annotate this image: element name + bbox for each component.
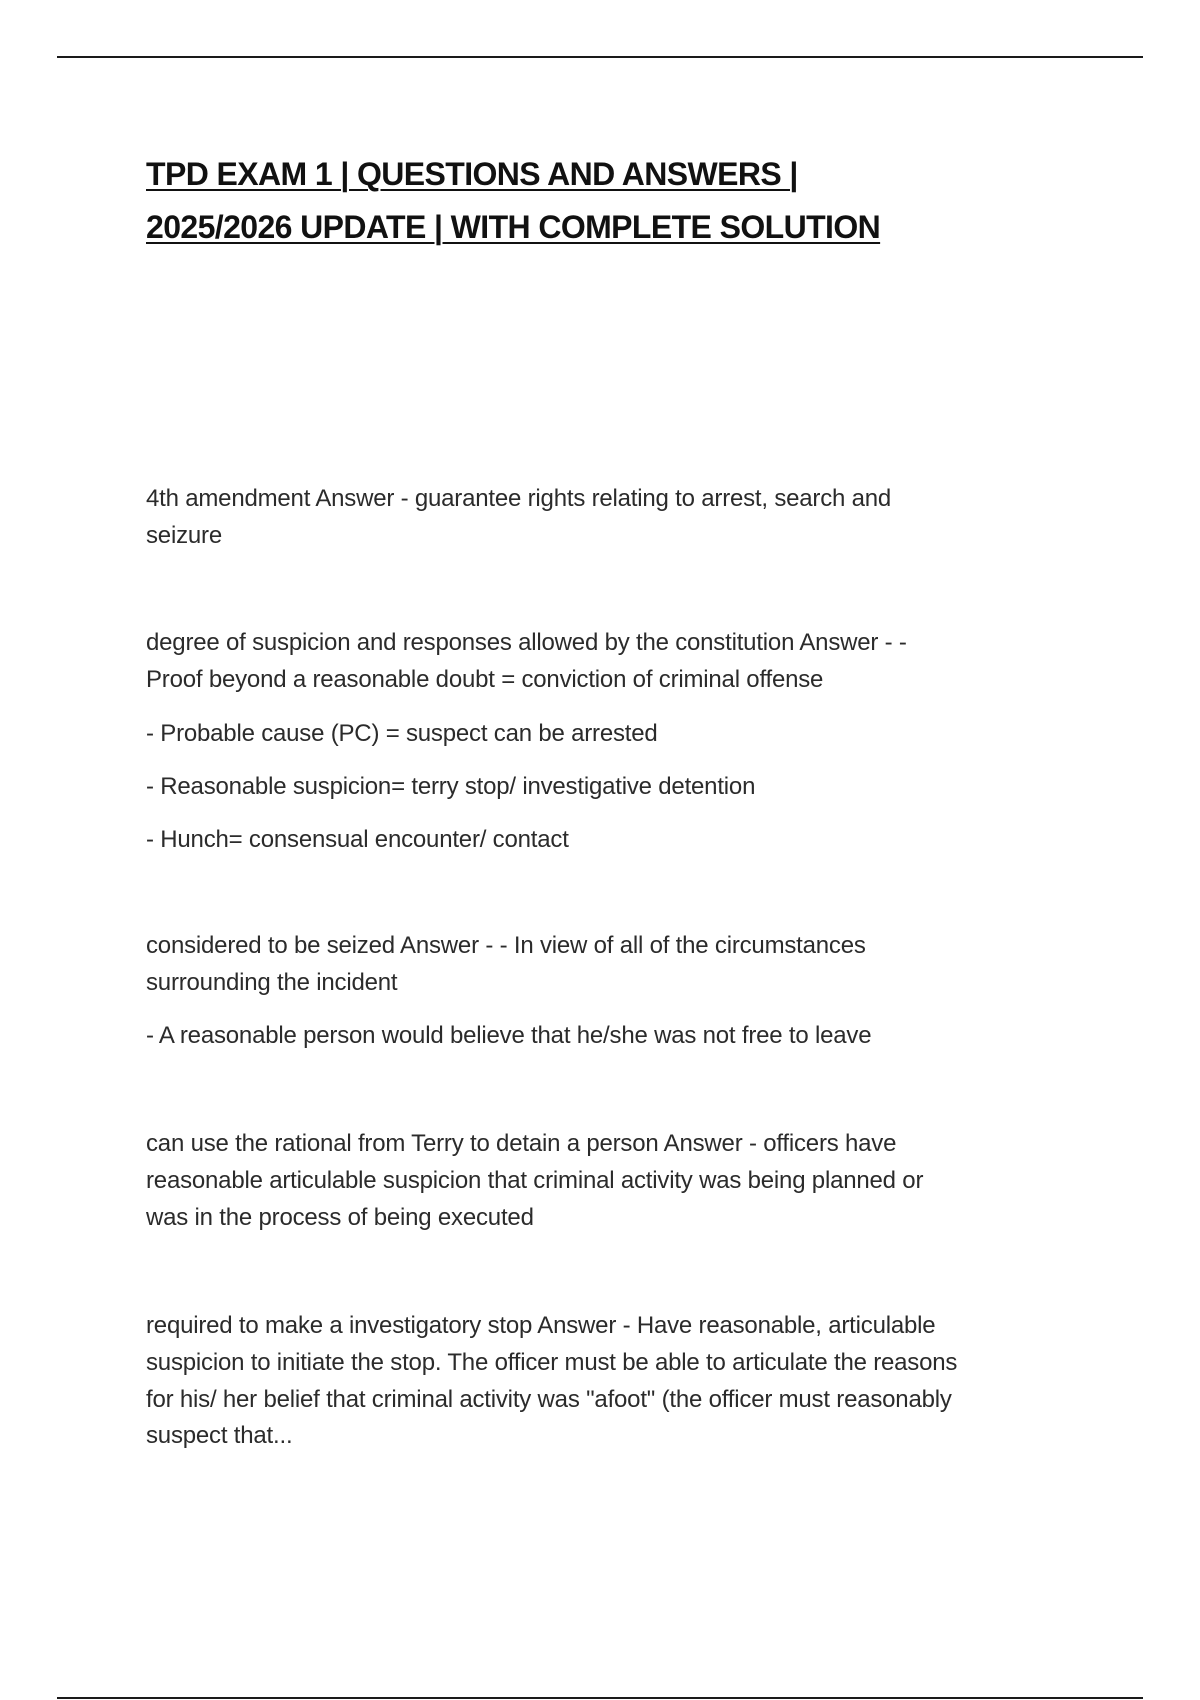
- qa-line: considered to be seized Answer - - In view of all of the circumstances: [146, 932, 866, 959]
- qa-line: reasonable articulable suspicion that criminal activity was being planned or: [146, 1167, 924, 1194]
- qa-line: Proof beyond a reasonable doubt = conviction of criminal offense: [146, 666, 824, 693]
- qa-line: for his/ her belief that criminal activity was "afoot" (the officer must reasonably: [146, 1386, 952, 1413]
- qa-line: was in the process of being executed: [146, 1204, 534, 1231]
- qa-line: - A reasonable person would believe that he/she was not free to leave: [146, 1022, 872, 1049]
- title-line-1: TPD EXAM 1 | QUESTIONS AND ANSWERS |: [146, 156, 798, 192]
- header-rule: [57, 56, 1143, 58]
- footer-rule: [57, 1697, 1143, 1699]
- qa-line: - Probable cause (PC) = suspect can be arrested: [146, 720, 658, 747]
- qa-line: suspicion to initiate the stop. The officer must be able to articulate the reasons: [146, 1349, 958, 1376]
- qa-line: 4th amendment Answer - guarantee rights relating to arrest, search and: [146, 485, 892, 512]
- title-line-2: 2025/2026 UPDATE | WITH COMPLETE SOLUTION: [146, 209, 881, 245]
- qa-line: suspect that...: [146, 1422, 293, 1449]
- qa-line: seizure: [146, 522, 222, 549]
- qa-line: can use the rational from Terry to detain a person Answer - officers have: [146, 1130, 897, 1157]
- qa-line: required to make a investigatory stop Answer - Have reasonable, articulable: [146, 1312, 936, 1339]
- qa-line: surrounding the incident: [146, 969, 398, 996]
- qa-line: degree of suspicion and responses allowed by the constitution Answer - -: [146, 629, 907, 656]
- page-title: [146, 148, 1046, 254]
- qa-line: - Hunch= consensual encounter/ contact: [146, 826, 569, 853]
- qa-line: - Reasonable suspicion= terry stop/ investigative detention: [146, 773, 756, 800]
